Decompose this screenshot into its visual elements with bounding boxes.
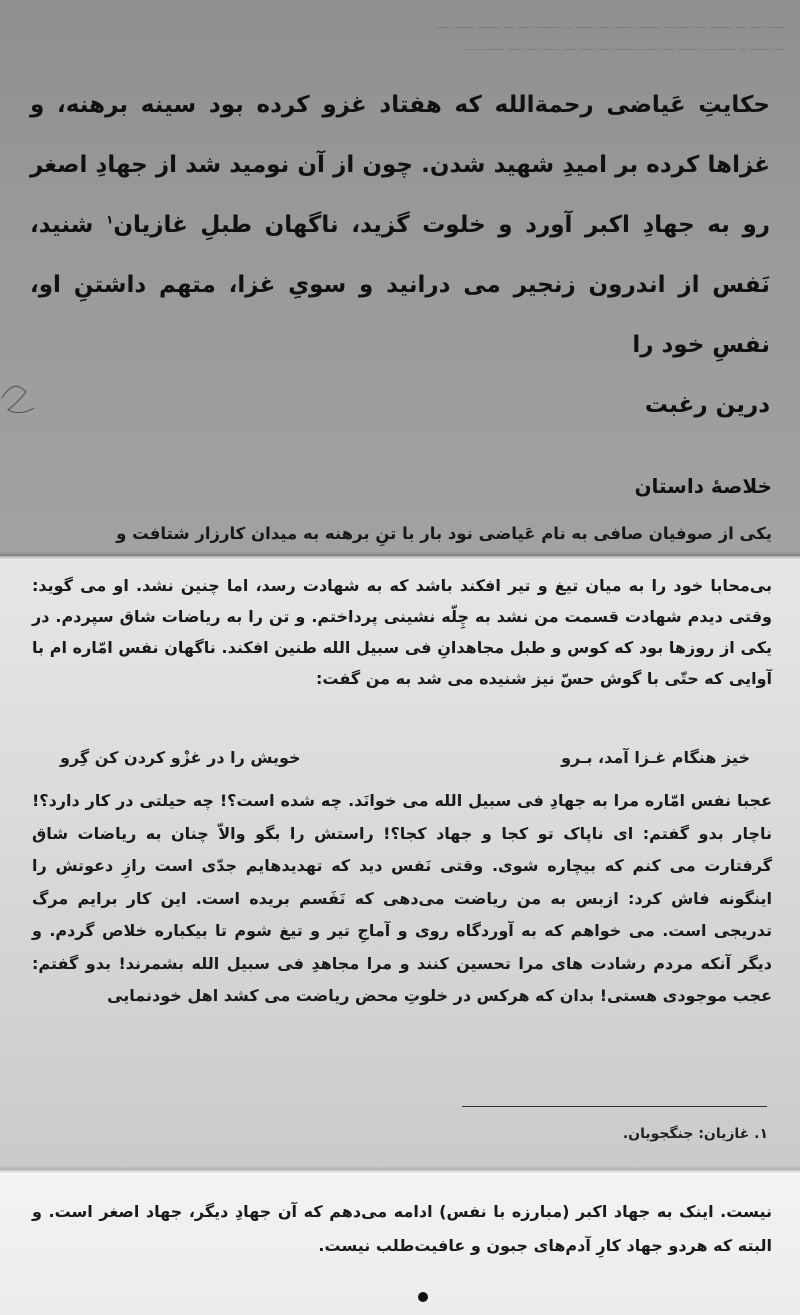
- heading-text-part2: شنید، نَفس از اندرون زنجیر می درانید و سویِ غزا، متهم داشتنِ او، نفسِ خود را: [30, 212, 770, 358]
- heading-text-part1: حکایتِ عَیاضی رحمة‌الله که هفتاد غزو کرده بود سینه برهنه، و غزاها کرده بر امیدِ شهید شدن. چون از آن نومید شد از جهادِ اصغر رو به جهادِ اکبر آورد و خلوت گزید، ناگهان طبلِ غازیان: [30, 92, 770, 238]
- footnote: ۱. غازیان: جنگجویان.: [622, 1126, 768, 1142]
- footnote-reference: ۱: [106, 212, 114, 227]
- verse-left-hemistich: خویش را در غزْو کردن کن گِرو: [60, 748, 301, 767]
- heading-last-line: درین رغبت: [644, 392, 770, 418]
- paragraph-1: یکی از صوفیان صافی به نام عَیاضی نود بار با تنِ برهنه به میدان کارزار شتافت و: [116, 524, 772, 543]
- poem-verse: [60, 748, 750, 767]
- paragraph-2: بی‌محابا خود را به میان تیغ و تیر افکند باشد که به شهادت رسد، اما چنین نشد. او می گوید: وقتی دیدم شهادت قسمت من نشد به چِلّه نشینی پرداختم. و تن را به ریاضات شاق سپردم. در یکی از روزها بود که کوس و طبل مجاهدانِ فی سبیل الله طنین افکند. ناگهان نفس امّاره ام با آوایی که حتّی با گوش حسّ نیز شنیده می شد به من گفت:: [32, 576, 772, 688]
- paper-seam: [0, 1166, 800, 1174]
- paper-seam: [0, 552, 800, 560]
- story-heading: [30, 75, 770, 435]
- paragraph-3: عجبا نفس امّاره مرا به جهادِ فی سبیل الله می خوانَد. چه شده است؟! چه حیلتی در کار دارد؟! ناچار بدو گفتم: ای ناپاک تو کجا و جهاد کجا؟! راستش را بگو والاّ چنان به ریاضات شاق گرفتارت می کنم که بیچاره شوی. وقتی نَفس دید که تهدیدهایم جدّی است رازِ دعوتش را اینگونه فاش کرد: ازبس به من ریاضت می‌دهی که نَفَسم بریده است. این کار برایم مرگ تدریجی است. می خواهم که به آوردگاه روی و آماجِ تیر و تیغ شوم تا بیکباره خلاص گردم. و دیگر آنکه مردم رشادت های مرا تحسین کنند و مرا مجاهدِ فی سبیل الله بشمرند! بدو گفتم: عجب موجودی هستی! بدان که هرکس در خلوتِ محض ریاضت می کشد اهل خودنمایی: [32, 791, 772, 1005]
- paragraph-4: نیست. اینک به جهاد اکبر (مبارزه با نفس) ادامه می‌دهم که آن جهادِ دیگر، جهاد اصغر است. و البته که هردو جهاد کارِ آدم‌های جبون و عافیت‌طلب نیست.: [32, 1202, 772, 1255]
- footnote-divider: [462, 1106, 767, 1107]
- bleed-through-text: ـــــ ـــــ ـــ ـــــــ ـــ ــــــ ــ ــــــــ ـــــ ـــــ ـــــ ـــ ـــــــ ـــــ ـــ ـــــــ ــــــ ـــــ: [435, 18, 785, 31]
- page-bullet-dot: [418, 1292, 428, 1302]
- verse-right-hemistich: خیز هنگام غـزا آمد، بـرو: [561, 748, 750, 767]
- summary-title: خلاصهٔ داستان: [634, 474, 772, 498]
- bleed-through-text: ــــ ــــــ ــ ـــــــ ـــ ــــــ ــــ ـــــ ـــــــ ــــ ـــــ ــــ ــــــ ـــ ـــــ ـــــــ ــــ: [464, 40, 785, 53]
